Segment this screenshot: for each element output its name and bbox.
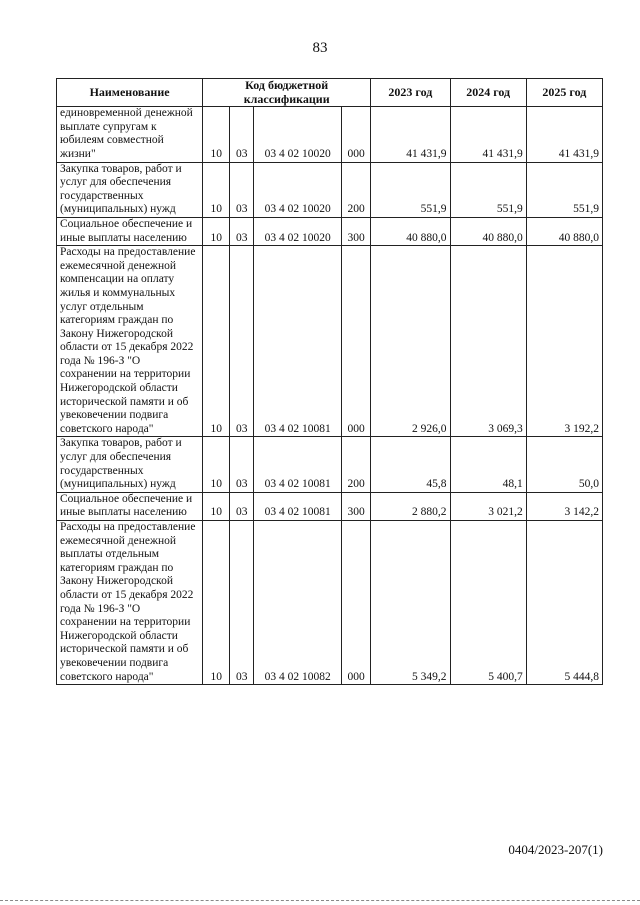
code-subsection: 03 <box>230 437 254 492</box>
code-expense-type: 000 <box>341 246 370 437</box>
value-2024: 41 431,9 <box>450 107 526 162</box>
code-section: 10 <box>203 246 230 437</box>
code-target: 03 4 02 10081 <box>254 246 342 437</box>
code-target: 03 4 02 10020 <box>254 162 342 217</box>
row-name: Закупка товаров, работ и услуг для обеспечения государственных (муниципальных) нужд <box>57 437 203 492</box>
table-row <box>57 246 603 437</box>
code-expense-type: 300 <box>341 492 370 520</box>
row-name: единовременной денежной выплате супругам к юбилеям совместной жизни" <box>57 107 203 162</box>
value-2023: 45,8 <box>371 437 450 492</box>
code-expense-type: 000 <box>341 521 370 685</box>
row-name: Расходы на предоставление ежемесячной денежной компенсации на оплату жилья и коммунальных услуг отдельным категориям граждан по Закону Нижегородской области от 15 декабря 2022 года № 196-З "О сохранении на территории Нижегородской области исторической памяти и об увековечении подвига советского народа" <box>57 246 203 437</box>
code-section: 10 <box>203 217 230 245</box>
value-2025: 41 431,9 <box>526 107 602 162</box>
code-target: 03 4 02 10082 <box>254 521 342 685</box>
page-number: 83 <box>312 40 328 56</box>
value-2024: 5 400,7 <box>450 521 526 685</box>
value-2025: 5 444,8 <box>526 521 602 685</box>
value-2023: 41 431,9 <box>371 107 450 162</box>
code-subsection: 03 <box>230 521 254 685</box>
document-code: 0404/2023-207(1) <box>508 842 603 857</box>
value-2024: 3 069,3 <box>450 246 526 437</box>
value-2024: 3 021,2 <box>450 492 526 520</box>
code-expense-type: 200 <box>341 162 370 217</box>
page-divider <box>0 900 640 902</box>
budget-table <box>56 78 603 685</box>
row-name: Социальное обеспечение и иные выплаты населению <box>57 217 203 245</box>
value-2025: 551,9 <box>526 162 602 217</box>
table-row <box>57 437 603 492</box>
table-row <box>57 217 603 245</box>
value-2023: 2 926,0 <box>371 246 450 437</box>
table-row <box>57 521 603 685</box>
value-2025: 3 192,2 <box>526 246 602 437</box>
code-subsection: 03 <box>230 246 254 437</box>
code-subsection: 03 <box>230 162 254 217</box>
code-section: 10 <box>203 521 230 685</box>
header-code: Код бюджетной классификации <box>203 79 371 107</box>
value-2024: 40 880,0 <box>450 217 526 245</box>
code-expense-type: 300 <box>341 217 370 245</box>
code-section: 10 <box>203 107 230 162</box>
value-2023: 40 880,0 <box>371 217 450 245</box>
code-target: 03 4 02 10020 <box>254 217 342 245</box>
code-subsection: 03 <box>230 107 254 162</box>
value-2025: 40 880,0 <box>526 217 602 245</box>
code-expense-type: 200 <box>341 437 370 492</box>
header-2023: 2023 год <box>371 79 450 107</box>
row-name: Расходы на предоставление ежемесячной денежной выплаты отдельным категориям граждан по Закону Нижегородской области от 15 декабря 2022 года № 196-З "О сохранении на территории Нижегородской области исторической памяти и об увековечении подвига советского народа" <box>57 521 203 685</box>
value-2025: 50,0 <box>526 437 602 492</box>
table-body <box>57 107 603 685</box>
code-subsection: 03 <box>230 492 254 520</box>
value-2023: 551,9 <box>371 162 450 217</box>
code-section: 10 <box>203 492 230 520</box>
row-name: Социальное обеспечение и иные выплаты населению <box>57 492 203 520</box>
table-row <box>57 492 603 520</box>
table-row <box>57 162 603 217</box>
code-target: 03 4 02 10081 <box>254 437 342 492</box>
value-2025: 3 142,2 <box>526 492 602 520</box>
value-2023: 2 880,2 <box>371 492 450 520</box>
header-row <box>57 79 603 107</box>
header-name: Наименование <box>57 79 203 107</box>
value-2023: 5 349,2 <box>371 521 450 685</box>
value-2024: 48,1 <box>450 437 526 492</box>
code-section: 10 <box>203 162 230 217</box>
code-target: 03 4 02 10081 <box>254 492 342 520</box>
header-2025: 2025 год <box>526 79 602 107</box>
code-expense-type: 000 <box>341 107 370 162</box>
value-2024: 551,9 <box>450 162 526 217</box>
code-subsection: 03 <box>230 217 254 245</box>
code-section: 10 <box>203 437 230 492</box>
header-2024: 2024 год <box>450 79 526 107</box>
table-row <box>57 107 603 162</box>
row-name: Закупка товаров, работ и услуг для обеспечения государственных (муниципальных) нужд <box>57 162 203 217</box>
code-target: 03 4 02 10020 <box>254 107 342 162</box>
